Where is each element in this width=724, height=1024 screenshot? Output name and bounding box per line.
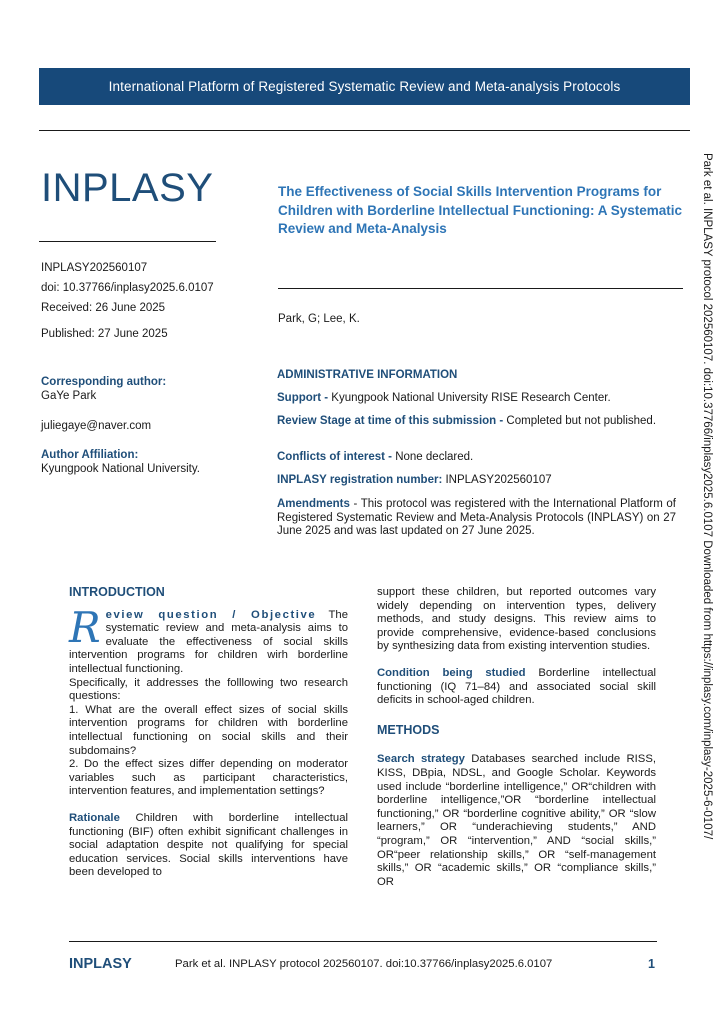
search-strategy-label: Search strategy: [377, 753, 465, 766]
footer-logo: INPLASY: [69, 956, 132, 972]
header-banner: [39, 68, 690, 105]
protocol-id: INPLASY202560107: [41, 262, 148, 274]
search-strategy-paragraph: [377, 753, 656, 889]
conflicts-text: None declared.: [392, 451, 474, 463]
footer-divider: [69, 941, 657, 942]
research-question-2: 2. Do the effect sizes differ depending on moderator variables such as participant characteristics, intervention features, and implementation settings?: [69, 758, 348, 798]
regnum-label: INPLASY registration number:: [277, 474, 443, 486]
logo-divider: [39, 241, 216, 242]
review-question-text: The systematic review and meta-analysis aims to evaluate the effectiveness of social skills intervention programs for children wirh borderline intellectual functioning.: [69, 608, 348, 675]
corresponding-name: GaYe Park: [41, 390, 97, 402]
title-divider: [278, 288, 683, 289]
intro-column: [69, 586, 348, 880]
rationale-label: Rationale: [69, 811, 120, 824]
affiliation-value: Kyungpook National University.: [41, 463, 200, 475]
banner-text: International Platform of Registered Systematic Review and Meta-analysis Protocols: [108, 79, 621, 94]
top-divider: [39, 130, 690, 131]
search-strategy-text: Databases searched include RISS, KISS, DBpia, NDSL, and Google Scholar. Keywords used include “borderline intelligence,” OR“children with borderline intelligence,”OR “borderline intellectual functioning,” OR “borderline cognitive ability,” OR “slow learners,” OR “underachieving students,” AND “program,” OR “intervention,” AND “social skills,” OR“peer relationship skills,” OR “self-management skills,” OR “academic skills,” OR “compliance skills,” OR: [377, 753, 656, 888]
admin-heading-text: ADMINISTRATIVE INFORMATION: [277, 369, 458, 381]
support-label: Support -: [277, 392, 329, 404]
conflicts-field: [277, 451, 676, 465]
affiliation-label: Author Affiliation:: [41, 449, 139, 461]
rationale-paragraph: [69, 812, 348, 880]
review-question-paragraph: [69, 602, 348, 677]
footer-citation: Park et al. INPLASY protocol 202560107. doi:10.37766/inplasy2025.6.0107: [175, 958, 553, 970]
authors: Park, G; Lee, K.: [278, 313, 360, 325]
published-date: Published: 27 June 2025: [41, 328, 168, 340]
admin-heading: [277, 369, 676, 383]
conflicts-label: Conflicts of interest -: [277, 451, 393, 463]
amendments-field: [277, 498, 676, 539]
regnum-text: INPLASY202560107: [442, 474, 552, 486]
stage-label: Review Stage at time of this submission -: [277, 415, 504, 427]
stage-field: [277, 415, 676, 429]
right-column: [377, 586, 656, 889]
methods-heading: METHODS: [377, 722, 440, 737]
amendments-text: - This protocol was registered with the International Platform of Registered Systematic Review and Meta-Analysis Protocols (INPLASY) on 27 June 2025 and was last updated on 27 June 2025.: [277, 498, 676, 537]
doi: doi: 10.37766/inplasy2025.6.0107: [41, 282, 214, 294]
support-text: Kyungpook National University RISE Research Center.: [328, 392, 611, 404]
side-citation-text[interactable]: Park et al. INPLASY protocol 202560107. doi:10.37766/inplasy2025.6.0107 Downloaded from https://inplasy.com/inplasy-2025-6-0107/: [701, 153, 713, 840]
rationale-continued: support these children, but reported outcomes vary widely depending on intervention types, delivery methods, and study designs. This review aims to provide comprehensive, evidence-based conclusions by synthesizing data from existing intervention studies.: [377, 586, 656, 653]
corresponding-label: Corresponding author:: [41, 376, 167, 388]
research-question-1: 1. What are the overall effect sizes of social skills intervention programs for children with borderline intellectual functioning on social skills and their subdomains?: [69, 703, 348, 757]
rationale-text: Children with borderline intellectual functioning (BIF) often exhibit significant challenges in social adaptation despite not qualifying for special education services. Social skills interventions have been developed to: [69, 811, 348, 879]
regnum-field: [277, 474, 676, 488]
received-date: Received: 26 June 2025: [41, 302, 166, 314]
support-field: [277, 392, 676, 406]
review-question-label: eview question / Objective: [105, 608, 317, 621]
condition-paragraph: [377, 667, 656, 708]
drop-cap: R: [69, 602, 101, 652]
condition-label: Condition being studied: [377, 666, 526, 679]
stage-text: Completed but not published.: [503, 415, 657, 427]
condition-text: Borderline intellectual functioning (IQ 71–84) and associated social skill deficits in school-aged children.: [377, 666, 656, 707]
corresponding-email[interactable]: juliegaye@naver.com: [41, 420, 152, 432]
intro-heading: INTRODUCTION: [69, 585, 165, 599]
journal-logo: INPLASY: [41, 166, 214, 210]
intro-paragraph-2: Specifically, it addresses the folllowing two research questions:: [69, 676, 348, 703]
paper-title: The Effectiveness of Social Skills Intervention Programs for Children with Borderline Intellectual Functioning: A Systematic Review and Meta-Analysis: [278, 184, 683, 236]
amendments-label: Amendments: [277, 498, 350, 510]
page-number: 1: [648, 957, 655, 971]
